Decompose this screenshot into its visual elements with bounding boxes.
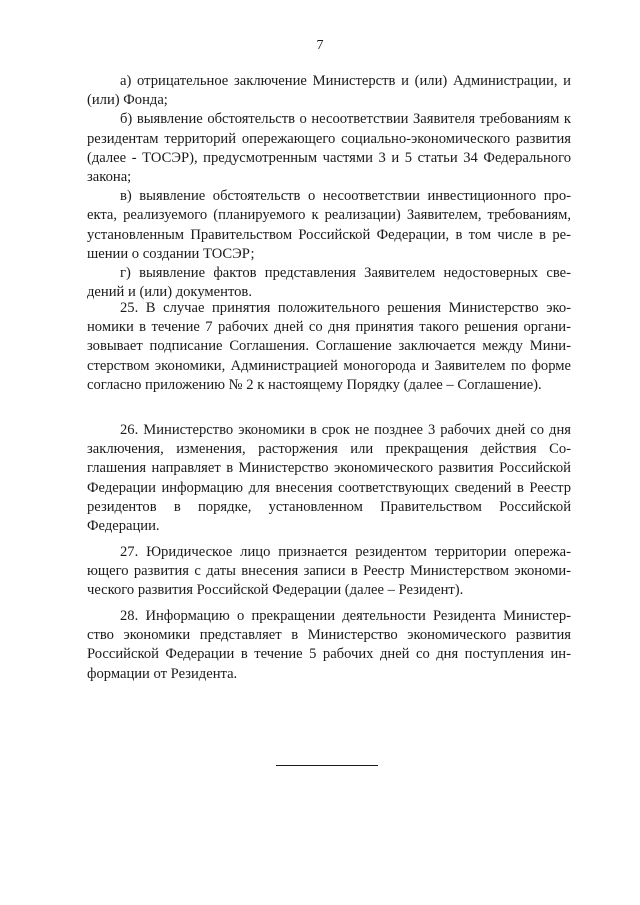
clause-25 [87,299,571,395]
subitem-a: а) отрицательное заключение Министерств и (или) Администрации, и (или) Фонда; [87,73,571,109]
subitem-d: г) выявление фактов представления Заявителем недостоверных сведений и (или) документов. [87,265,571,301]
subitem-b: б) выявление обстоятельств о несоответствии Заявителя требованиям к резидентам территорий опережающего социально-экономического развития (далее - ТОСЭР), предусмотренным частями 3 и 5 статьи 34 Федерального закона; [87,111,571,186]
subitems-block [87,72,571,302]
end-divider-line [276,765,378,766]
page-number: 7 [316,38,324,53]
clause-26-text: 26. Министерство экономики в срок не позднее 3 рабочих дней со дня заключения, изменения, расторжения или прекращения действия Соглашения направляет в Министерство экономического развития Российской Федерации информацию для внесения соответствующих сведений в Реестр резидентов в порядке, установленном Правительством Российской Федерации. [87,422,571,535]
clause-27-text: 27. Юридическое лицо признается резидентом территории опережающего развития с даты внесения записи в Реестр Министерством экономического развития Российской Федерации (далее – Резидент). [87,544,571,599]
clause-28-text: 28. Информацию о прекращении деятельности Резидента Министерство экономики представляет в Министерство экономического развития Российской Федерации в течение 5 рабочих дней со дня поступления информации от Резидента. [87,608,571,682]
subitem-c: в) выявление обстоятельств о несоответствии инвестиционного проекта, реализуемого (планируемого к реализации) Заявителем, требованиям, установленным Правительством Российской Федерации, в том числе в решении о создании ТОСЭР; [87,188,571,262]
clause-27 [87,543,571,601]
clause-28 [87,607,571,684]
clause-25-text: 25. В случае принятия положительного решения Министерство экономики в течение 7 рабочих дней со дня принятия такого решения организовывает подписание Соглашения. Соглашение заключается между Министерством экономики, Администрацией моногорода и Заявителем по форме согласно приложению № 2 к настоящему Порядку (далее – Соглашение). [87,300,571,393]
clause-26 [87,421,571,536]
